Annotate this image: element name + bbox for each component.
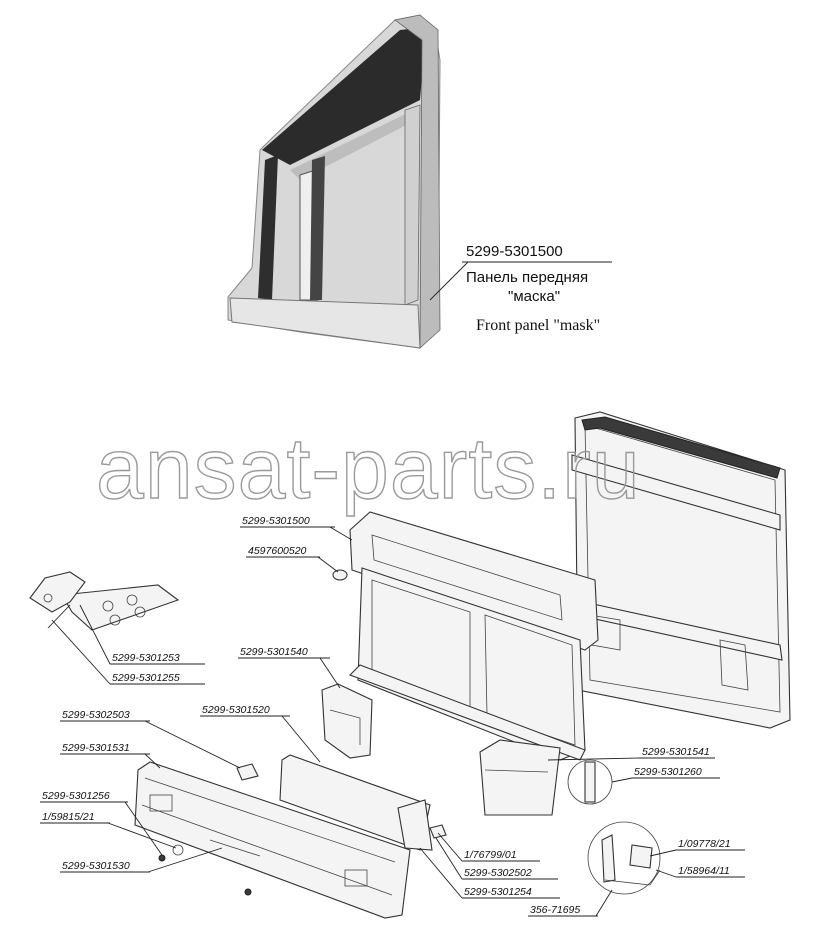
label-76799: 1/76799/01 <box>464 849 517 861</box>
label-5301500: 5299-5301500 <box>242 515 310 527</box>
top-callout <box>430 243 612 334</box>
top-name-ru-line2: "маска" <box>508 288 561 305</box>
label-71695: 356-71695 <box>530 904 581 916</box>
watermark: ansat-parts.ru <box>96 421 641 517</box>
label-5301531: 5299-5301531 <box>62 742 130 754</box>
label-58964: 1/58964/11 <box>678 865 730 877</box>
top-part-number: 5299-5301500 <box>466 243 563 260</box>
label-5301253: 5299-5301253 <box>112 652 180 664</box>
label-59815: 1/59815/21 <box>42 811 95 823</box>
label-5301255: 5299-5301255 <box>112 672 180 684</box>
top-name-en: Front panel "mask" <box>476 317 601 334</box>
label-5301254: 5299-5301254 <box>464 886 532 898</box>
label-09778: 1/09778/21 <box>678 838 731 850</box>
label-5302503: 5299-5302503 <box>62 709 130 721</box>
label-5301256: 5299-5301256 <box>42 790 110 802</box>
label-5301260: 5299-5301260 <box>634 766 702 778</box>
label-5302502: 5299-5302502 <box>464 867 532 879</box>
front-panel-render <box>228 15 440 348</box>
top-name-ru-line1: Панель передняя <box>466 269 589 286</box>
label-4597600520: 4597600520 <box>248 545 307 557</box>
label-5301540: 5299-5301540 <box>240 646 308 658</box>
label-5301520: 5299-5301520 <box>202 704 270 716</box>
label-5301530: 5299-5301530 <box>62 860 130 872</box>
label-5301541: 5299-5301541 <box>642 746 710 758</box>
